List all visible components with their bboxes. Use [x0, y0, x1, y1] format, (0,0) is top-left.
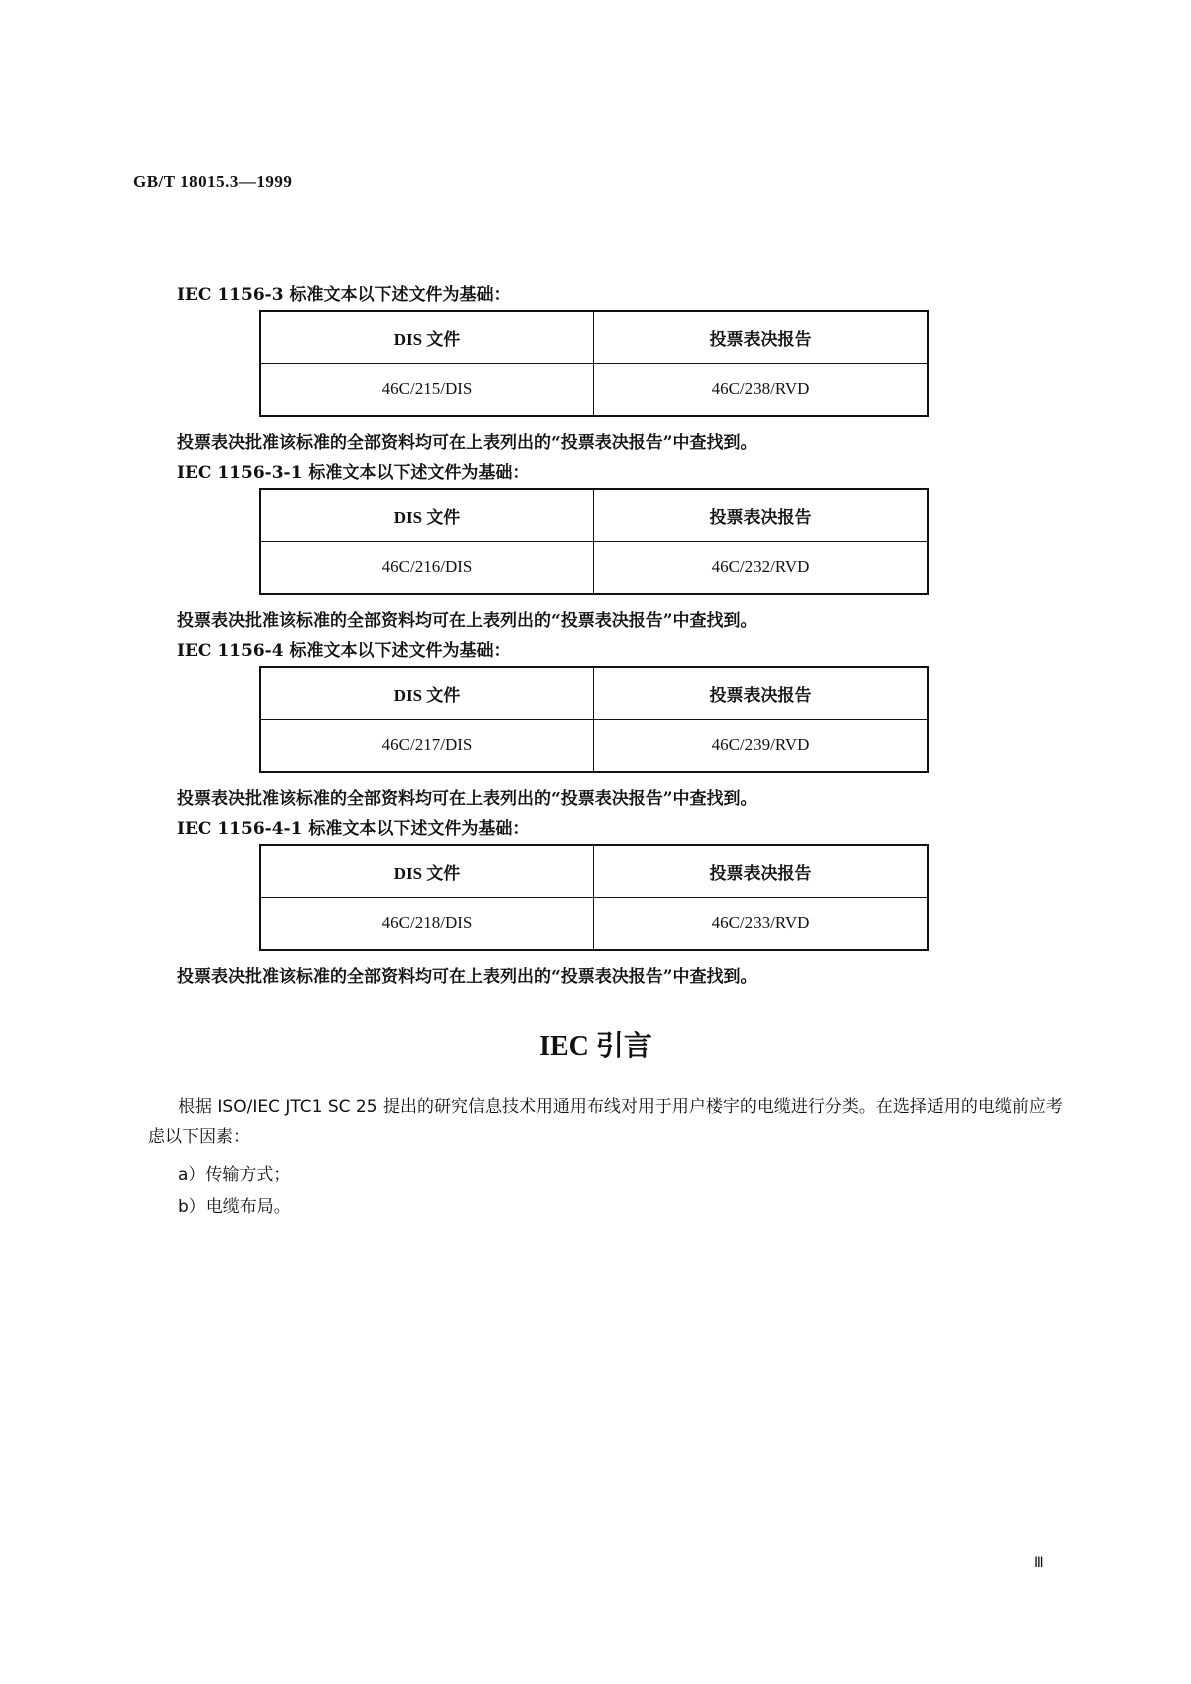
intro-paragraph: 根据 ISO/IEC JTC1 SC 25 提出的研究信息技术用通用布线对用于用户楼宇的电缆进行分类。在选择适用的电缆前应考虑以下因素：	[148, 1097, 1063, 1147]
rvd-document-cell: 46C/238/RVD	[711, 379, 810, 399]
dis-document-cell: 46C/218/DIS	[261, 898, 594, 950]
dis-column-header: DIS 文件	[261, 312, 594, 364]
approval-note: 投票表决批准该标准的全部资料均可在上表列出的“投票表决报告”中查找到。	[177, 433, 758, 453]
rvd-column-header: 投票表决报告	[594, 490, 927, 542]
rvd-column-header: 投票表决报告	[594, 312, 927, 364]
rvd-column-header: 投票表决报告	[594, 846, 927, 898]
vote-table	[259, 488, 929, 595]
approval-note: 投票表决批准该标准的全部资料均可在上表列出的“投票表决报告”中查找到。	[177, 611, 758, 631]
document-number: GB/T 18015.3—1999	[133, 172, 293, 191]
rvd-document-cell: 46C/232/RVD	[711, 557, 810, 577]
basis-statement: IEC 1156-3 标准文本以下述文件为基础：	[177, 285, 511, 305]
section-heading: IEC 引言	[539, 1031, 652, 1062]
basis-statement: IEC 1156-4 标准文本以下述文件为基础：	[177, 641, 511, 661]
dis-document-cell: 46C/216/DIS	[261, 542, 594, 594]
dis-column-header: DIS 文件	[261, 490, 594, 542]
vote-table	[259, 844, 929, 951]
page-number: Ⅲ	[1034, 1555, 1044, 1571]
basis-statement: IEC 1156-3-1 标准文本以下述文件为基础：	[177, 463, 530, 483]
approval-note: 投票表决批准该标准的全部资料均可在上表列出的“投票表决报告”中查找到。	[177, 967, 758, 987]
dis-document-cell: 46C/217/DIS	[261, 720, 594, 772]
dis-column-header: DIS 文件	[261, 668, 594, 720]
rvd-column-header: 投票表决报告	[594, 668, 927, 720]
approval-note: 投票表决批准该标准的全部资料均可在上表列出的“投票表决报告”中查找到。	[177, 789, 758, 809]
rvd-document-cell: 46C/233/RVD	[711, 913, 810, 933]
dis-column-header: DIS 文件	[261, 846, 594, 898]
rvd-document-cell: 46C/239/RVD	[711, 735, 810, 755]
list-item: b）电缆布局。	[178, 1197, 291, 1217]
vote-table	[259, 310, 929, 417]
dis-document-cell: 46C/215/DIS	[261, 364, 594, 416]
basis-statement: IEC 1156-4-1 标准文本以下述文件为基础：	[177, 819, 530, 839]
list-item: a）传输方式；	[178, 1165, 291, 1185]
vote-table	[259, 666, 929, 773]
